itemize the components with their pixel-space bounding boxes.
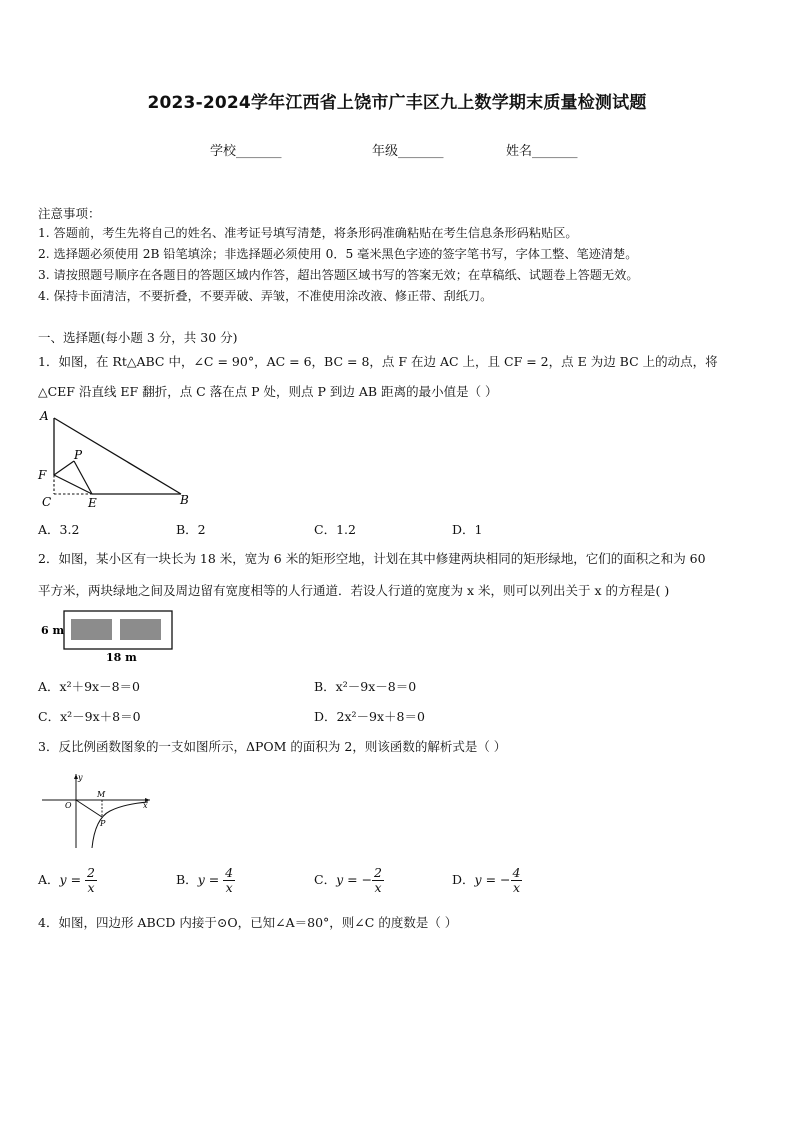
width-label: 6 m [41, 624, 65, 637]
hyperbola-figure [40, 770, 155, 852]
label-B: B [180, 493, 189, 507]
question-1-option-d: D．1 [452, 522, 483, 537]
rectangle-field-figure [38, 606, 178, 666]
notes-heading: 注意事项： [38, 206, 101, 221]
question-2-line-2: 平方米，两块绿地之间及周边留有宽度相等的人行通道．若设人行道的宽度为 x 米，则可以列出关于 x 的方程是( ) [38, 583, 670, 598]
question-2-line-1: 2．如图，某小区有一块长为 18 米，宽为 6 米的矩形空地，计划在其中修建两块相同的矩形绿地，它们的面积之和为 60 [38, 551, 706, 566]
question-3-line-1: 3．反比例函数图象的一支如图所示，ΔPOM 的面积为 2，则该函数的解析式是（ ） [38, 739, 507, 754]
label-P: P [100, 819, 106, 828]
question-3-option-a: A．y = $\frac{2}{x}$ [38, 865, 95, 895]
note-item-3: 3. 请按照题号顺序在各题目的答题区域内作答，超出答题区域书写的答案无效；在草稿纸、试题卷上答题无效。 [38, 268, 639, 282]
question-1-line-2: △CEF 沿直线 EF 翻折，点 C 落在点 P 处，则点 P 到边 AB 距离的最小值是（ ） [38, 384, 498, 399]
label-P: P [74, 448, 83, 462]
question-3-option-d: D．y = − $\frac{4}{x}$ [452, 865, 521, 895]
question-1-option-b: B．2 [176, 522, 206, 537]
section-heading: 一、选择题(每小题 3 分，共 30 分) [38, 330, 238, 345]
question-2-option-a: A．x²＋9x－8＝0 [38, 679, 140, 694]
triangle-figure [34, 408, 194, 510]
note-item-2: 2. 选择题必须使用 2B 铅笔填涂；非选择题必须使用 0．5 毫米黑色字迹的签字笔书写，字体工整、笔迹清楚。 [38, 247, 638, 261]
question-1-option-c: C．1.2 [314, 522, 356, 537]
question-2-option-d: D．2x²－9x＋8＝0 [314, 709, 425, 724]
label-O: O [65, 801, 72, 810]
axis-label-y: y [78, 773, 83, 782]
grade-field: 年级_______ [372, 144, 444, 159]
label-F: F [38, 468, 47, 482]
name-field: 姓名_______ [506, 144, 578, 159]
note-item-4: 4. 保持卡面清洁，不要折叠，不要弄破、弄皱，不准使用涂改液、修正带、刮纸刀。 [38, 289, 493, 303]
question-3-option-b: B．y = $\frac{4}{x}$ [176, 865, 234, 895]
label-M: M [97, 790, 106, 799]
length-label: 18 m [106, 651, 137, 664]
question-4-line-1: 4．如图，四边形 ABCD 内接于⊙O，已知∠A＝80°，则∠C 的度数是（ ） [38, 915, 458, 930]
school-field: 学校_______ [210, 144, 282, 159]
question-2-option-c: C．x²－9x＋8＝0 [38, 709, 141, 724]
page-title: 2023-2024学年江西省上饶市广丰区九上数学期末质量检测试题 [147, 93, 647, 113]
question-1-line-1: 1．如图，在 Rt△ABC 中，∠C = 90°，AC = 6，BC = 8，点 F 在边 AC 上，且 CF = 2，点 E 为边 BC 上的动点，将 [38, 354, 718, 369]
question-2-option-b: B．x²－9x－8＝0 [314, 679, 417, 694]
label-C: C [42, 495, 52, 509]
label-E: E [88, 496, 97, 510]
label-A: A [40, 409, 49, 423]
note-item-1: 1. 答题前，考生先将自己的姓名、准考证号填写清楚，将条形码准确粘贴在考生信息条形码粘贴区。 [38, 226, 578, 240]
question-1-option-a: A．3.2 [38, 522, 80, 537]
axis-label-x: x [143, 801, 148, 810]
question-3-option-c: C．y = − $\frac{2}{x}$ [314, 865, 382, 895]
